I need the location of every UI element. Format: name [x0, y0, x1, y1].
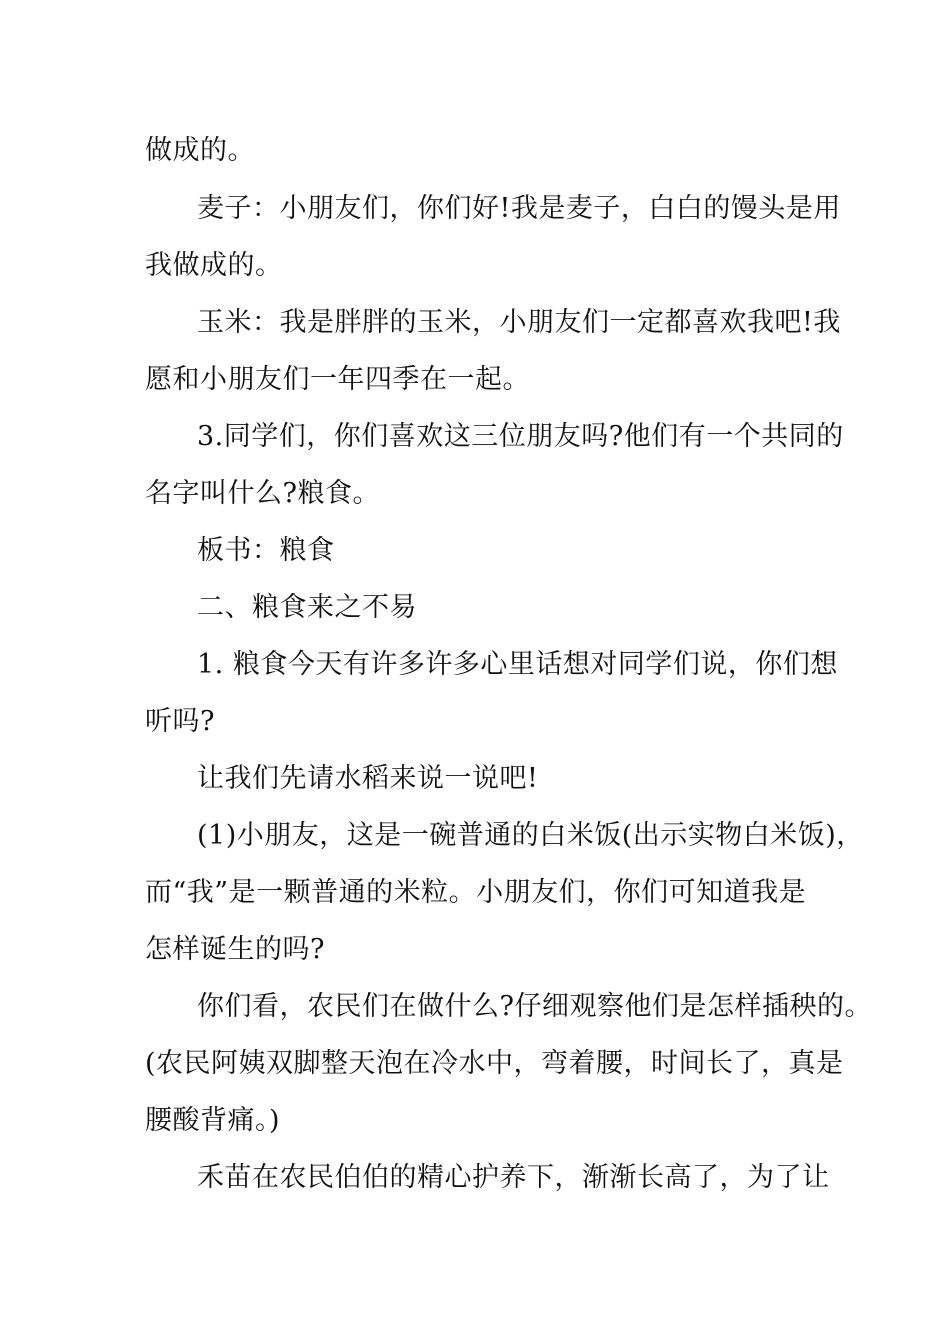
text-line: 让我们先请水稻来说一说吧!: [197, 763, 539, 794]
text-line: 名字叫什么?粮食。: [145, 478, 380, 509]
text-line: 而“我”是一颗普通的米粒。小朋友们，你们可知道我是: [145, 877, 807, 908]
text-line: 愿和小朋友们一年四季在一起。: [145, 364, 530, 395]
text-line: 做成的。: [145, 135, 255, 166]
text-line: 你们看，农民们在做什么?仔细观察他们是怎样插秧的。: [197, 991, 872, 1022]
text-line: 怎样诞生的吗?: [145, 934, 325, 965]
text-line: (1)小朋友，这是一碗普通的白米饭(出示实物白米饭)，: [197, 820, 864, 851]
text-line: 腰酸背痛。): [145, 1105, 281, 1136]
text-line: 3.同学们，你们喜欢这三位朋友吗?他们有一个共同的: [197, 421, 844, 452]
text-line: 听吗?: [145, 706, 215, 737]
text-line: (农民阿姨双脚整天泡在冷水中，弯着腰，时间长了，真是: [145, 1048, 844, 1079]
text-line: 玉米：我是胖胖的玉米，小朋友们一定都喜欢我吧!我: [197, 307, 841, 338]
text-line: 禾苗在农民伯伯的精心护养下，渐渐长高了，为了让: [197, 1162, 830, 1193]
section-heading: 二、粮食来之不易: [197, 592, 417, 623]
text-line: 我做成的。: [145, 250, 283, 281]
text-line: 麦子：小朋友们，你们好!我是麦子，白白的馒头是用: [197, 193, 841, 224]
text-line: 板书：粮食: [197, 535, 335, 566]
text-line: 1. 粮食今天有许多许多心里话想对同学们说，你们想: [197, 649, 838, 680]
